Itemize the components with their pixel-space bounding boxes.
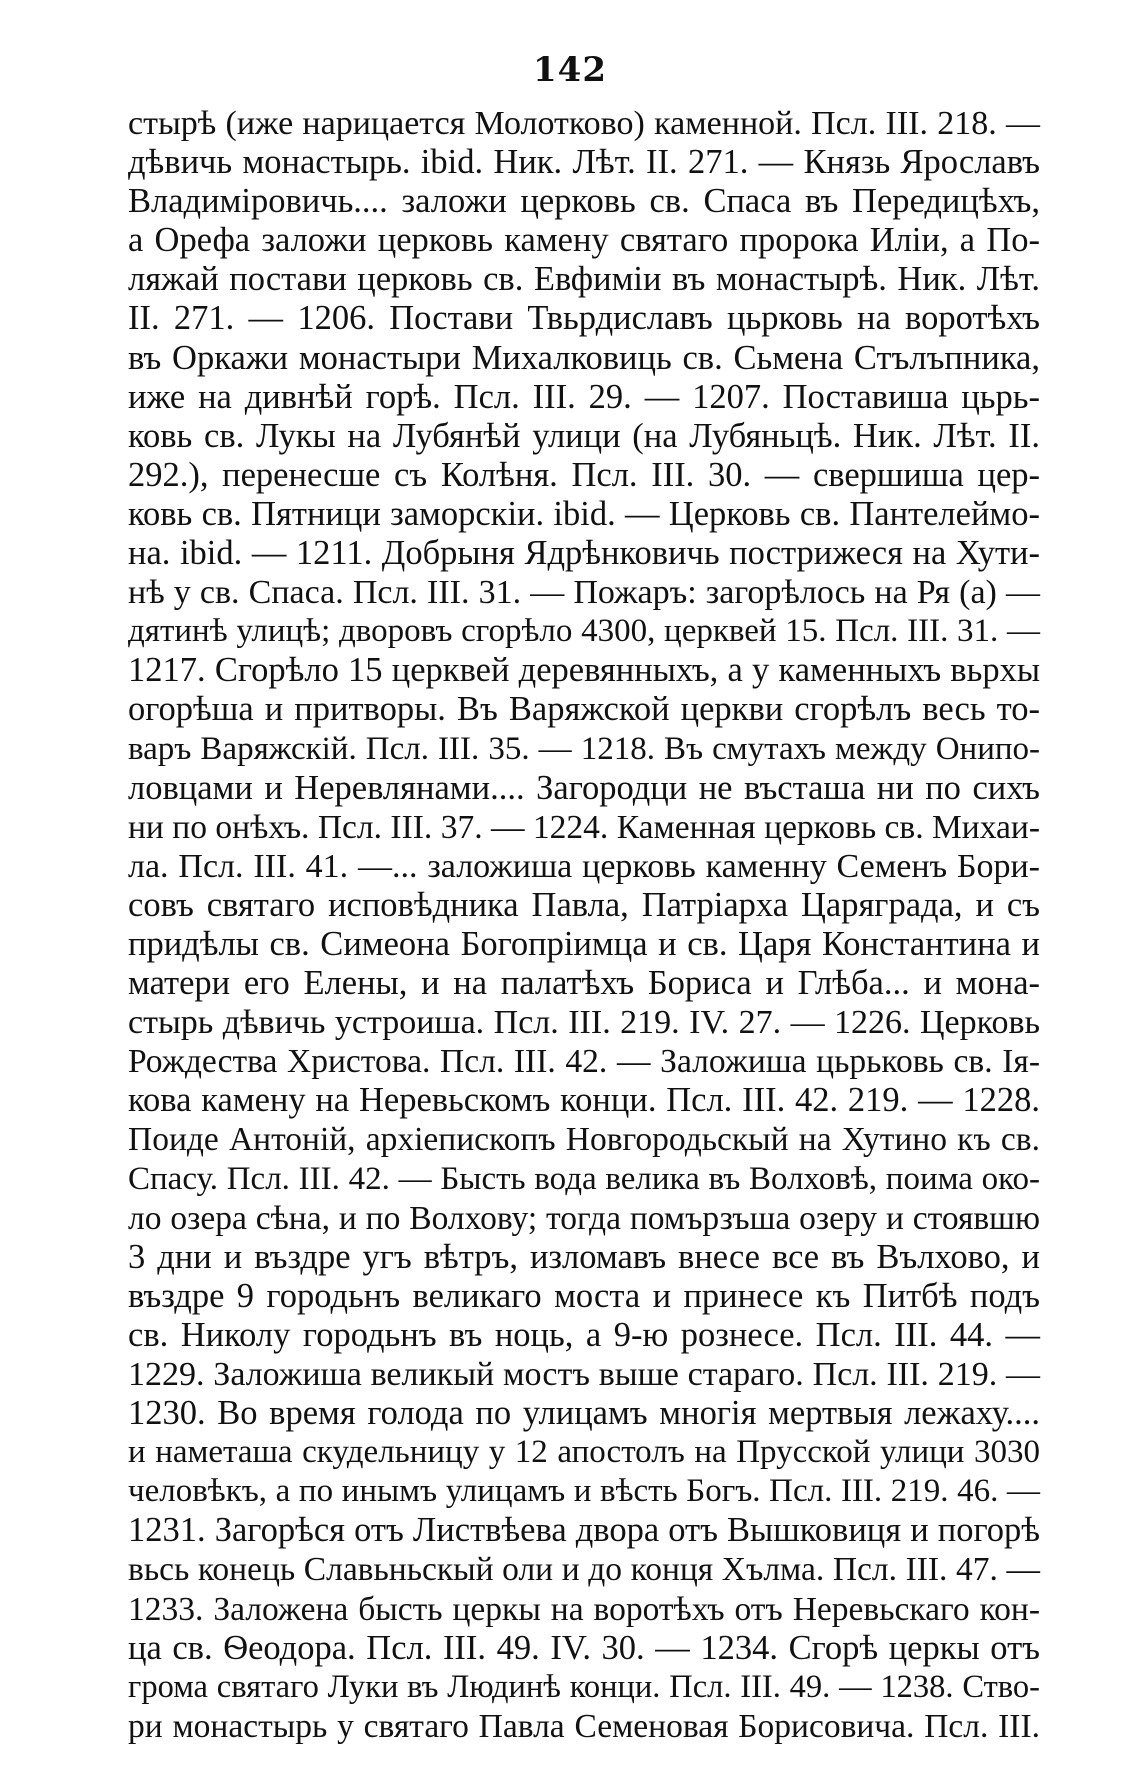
text-line: варъ Варяжскiй. Псл. III. 35. — 1218. Въ смутахъ между Онипо-: [128, 730, 1040, 767]
text-line: ловцами и Неревлянами.... Загородци не въсташа ни по сихъ: [128, 768, 1040, 807]
text-line: 292.), перенесше съ Колѣня. Псл. III. 30. — свершиша цер-: [128, 455, 1040, 494]
text-line: въздре 9 городьнъ великаго моста и принесе къ Питбѣ подъ: [128, 1276, 1040, 1315]
text-line: Владимiровичь.... заложи церковь св. Спаса въ Передицѣхъ,: [128, 182, 1040, 221]
body-text: [128, 104, 1040, 1746]
text-line: придѣлы св. Симеона Богопрiимца и св. Царя Константина и: [128, 924, 1040, 963]
text-line: грома святаго Луки въ Людинѣ конци. Псл. III. 49. — 1238. Ство-: [128, 1668, 1040, 1705]
text-line: ковь св. Лукы на Лубянѣй улици (на Лубяньцѣ. Ник. Лѣт. II.: [128, 416, 1040, 455]
text-line: матери его Елены, и на палатѣхъ Бориса и Глѣба... и мона-: [128, 964, 1040, 1003]
text-line: на. ibid. — 1211. Добрыня Ядрѣнковичь пострижеся на Хути-: [128, 534, 1040, 573]
text-line: Спасу. Псл. III. 42. — Бысть вода велика въ Волховѣ, поима око-: [128, 1160, 1040, 1197]
text-line: ляжай постави церковь св. Евфимiи въ монастырѣ. Ник. Лѣт.: [128, 260, 1040, 299]
text-line: 1231. Загорѣся отъ Листвѣева двора отъ Вышковиця и погорѣ: [128, 1511, 1040, 1550]
text-line: св. Николу городьнъ въ ноць, а 9-ю рознесе. Псл. III. 44. —: [128, 1315, 1040, 1354]
text-line: ла. Псл. III. 41. —... заложиша церковь каменну Семенъ Бори-: [128, 847, 1040, 885]
text-line: и наметаша скудельницу у 12 апостолъ на Прусской улици 3030: [128, 1434, 1040, 1471]
text-line: ковь св. Пятници заморскiи. ibid. — Церковь св. Пантелеймо-: [128, 494, 1040, 533]
text-line: 1233. Заложена бысть церкы на воротѣхъ отъ Неревьскаго кон-: [128, 1590, 1040, 1628]
text-line: 1217. Сгорѣло 15 церквей деревянныхъ, а у каменныхъ вьрхы: [128, 651, 1040, 690]
text-line: Поиде Антонiй, архiепископъ Новгородьскый на Хутино къ св.: [128, 1121, 1040, 1159]
text-line: иже на дивнѣй горѣ. Псл. III. 29. — 1207. Поставиша цьрь-: [128, 377, 1040, 416]
text-line: дятинѣ улицѣ; дворовъ сгорѣло 4300, церквей 15. Псл. III. 31. —: [128, 613, 1040, 650]
text-line: а Орефа заложи церковь камену святаго пророка Илiи, а По-: [128, 221, 1040, 260]
text-line: нѣ у св. Спаса. Псл. III. 31. — Пожаръ: загорѣлось на Ря (а) —: [128, 574, 1040, 612]
text-line: II. 271. — 1206. Постави Твьрдиславъ цьрковь на воротѣхъ: [128, 299, 1040, 338]
text-line: дѣвичь монастырь. ibid. Ник. Лѣт. II. 271. — Князь Ярославъ: [128, 143, 1040, 182]
text-line: человѣкъ, а по инымъ улицамъ и вѣсть Богъ. Псл. III. 219. 46. —: [128, 1473, 1040, 1510]
text-line: въ Оркажи монастыри Михалковиць св. Сьмена Стълъпника,: [128, 338, 1040, 377]
text-line: 3 дни и въздре угъ вѣтръ, изломавъ внесе все въ Вълхово, и: [128, 1237, 1040, 1276]
text-line: ри монастырь у святаго Павла Семеновая Борисовича. Псл. III.: [128, 1707, 1040, 1745]
text-line: вьсь конець Славьньскый оли и до конця Хълма. Псл. III. 47. —: [128, 1551, 1040, 1589]
text-line: ца св. Ѳеодора. Псл. III. 49. IV. 30. — 1234. Сгорѣ церкы отъ: [128, 1628, 1040, 1667]
text-line: огорѣша и притворы. Въ Варяжской церкви сгорѣлъ весь то-: [128, 690, 1040, 729]
text-line: 1229. Заложиша великый мостъ выше стараго. Псл. III. 219. —: [128, 1356, 1040, 1393]
text-line: 1230. Во время голода по улицамъ многiя мертвыя лежаху....: [128, 1394, 1040, 1433]
text-line: стырѣ (иже нарицается Молотково) каменной. Псл. III. 218. —: [128, 105, 1040, 142]
text-line: ло озера сѣна, и по Волхову; тогда помързъша озеру и стоявшю: [128, 1199, 1040, 1237]
text-line: ни по онѣхъ. Псл. III. 37. — 1224. Каменная церковь св. Михаи-: [128, 808, 1040, 846]
page-number: 142: [533, 50, 607, 90]
text-line: кова камену на Неревьскомъ конци. Псл. III. 42. 219. — 1228.: [128, 1081, 1040, 1120]
text-line: стырь дѣвичь устроиша. Псл. III. 219. IV. 27. — 1226. Церковь: [128, 1004, 1040, 1042]
text-line: Рождества Христова. Псл. III. 42. — Заложиша цьрьковь св. Iя-: [128, 1043, 1040, 1081]
text-line: совъ святаго исповѣдника Павла, Патрiарха Царяграда, и съ: [128, 885, 1040, 924]
